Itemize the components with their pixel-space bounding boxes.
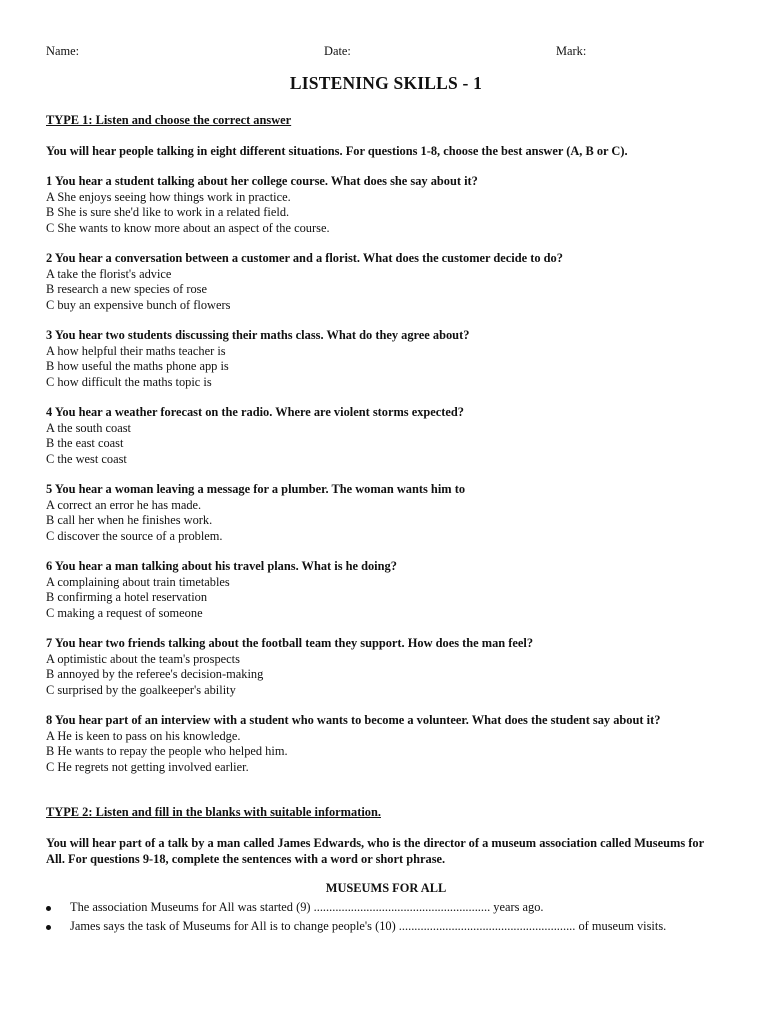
question-6 bbox=[46, 559, 726, 621]
option-a: A take the florist's advice bbox=[46, 266, 172, 281]
option-a: A correct an error he has made. bbox=[46, 497, 202, 512]
option-c: C how difficult the maths topic is bbox=[46, 374, 212, 389]
type1-instruction: You will hear people talking in eight different situations. For questions 1-8, choose the best answer (A, B or C). bbox=[46, 144, 628, 158]
option-c: C She wants to know more about an aspect of the course. bbox=[46, 220, 330, 235]
question-stem: 6 You hear a man talking about his travel plans. What is he doing? bbox=[46, 559, 397, 573]
option-a: A He is keen to pass on his knowledge. bbox=[46, 728, 241, 743]
option-c: C buy an expensive bunch of flowers bbox=[46, 297, 231, 312]
option-b: B She is sure she'd like to work in a related field. bbox=[46, 205, 290, 219]
section-subtitle: MUSEUMS FOR ALL bbox=[325, 881, 447, 895]
option-c: C He regrets not getting involved earlier. bbox=[46, 759, 249, 774]
option-a: A the south coast bbox=[46, 420, 132, 435]
option-c: C the west coast bbox=[46, 451, 127, 466]
bullet-icon bbox=[46, 906, 51, 911]
question-5 bbox=[46, 482, 726, 544]
option-a: A optimistic about the team's prospects bbox=[46, 651, 240, 666]
option-a: A how helpful their maths teacher is bbox=[46, 343, 226, 358]
option-c: C surprised by the goalkeeper's ability bbox=[46, 682, 236, 697]
list-item bbox=[46, 919, 726, 935]
question-stem: 5 You hear a woman leaving a message for a plumber. The woman wants him to bbox=[46, 482, 466, 496]
fill-in-list bbox=[46, 900, 726, 937]
option-a: A complaining about train timetables bbox=[46, 574, 230, 589]
question-4 bbox=[46, 405, 726, 467]
question-2 bbox=[46, 251, 726, 313]
type1-heading: TYPE 1: Listen and choose the correct answer bbox=[46, 113, 292, 127]
option-c: C making a request of someone bbox=[46, 605, 203, 620]
option-b: B research a new species of rose bbox=[46, 282, 208, 296]
option-b: B how useful the maths phone app is bbox=[46, 359, 229, 373]
question-stem: 2 You hear a conversation between a customer and a florist. What does the customer decide to do? bbox=[46, 251, 563, 265]
question-stem: 3 You hear two students discussing their maths class. What do they agree about? bbox=[46, 328, 470, 342]
question-1 bbox=[46, 174, 726, 236]
list-item-text: The association Museums for All was started (9) ......................................................... years ago. bbox=[70, 900, 544, 914]
question-7 bbox=[46, 636, 726, 698]
list-item-text: James says the task of Museums for All is to change people's (10) ......................................................... of museum visits. bbox=[70, 918, 667, 933]
option-b: B the east coast bbox=[46, 436, 124, 450]
option-b: B call her when he finishes work. bbox=[46, 513, 213, 527]
name-label: Name: bbox=[46, 44, 80, 58]
option-b: B He wants to repay the people who helped him. bbox=[46, 744, 288, 758]
question-stem: 7 You hear two friends talking about the football team they support. How does the man feel? bbox=[46, 636, 534, 650]
page-title: LISTENING SKILLS - 1 bbox=[289, 73, 483, 93]
list-item bbox=[46, 900, 726, 916]
option-b: B confirming a hotel reservation bbox=[46, 590, 208, 604]
date-label: Date: bbox=[324, 44, 351, 58]
question-8 bbox=[46, 713, 726, 775]
option-b: B annoyed by the referee's decision-making bbox=[46, 667, 264, 681]
question-stem: 8 You hear part of an interview with a student who wants to become a volunteer. What does the student say about it? bbox=[46, 713, 661, 727]
mark-label: Mark: bbox=[556, 44, 587, 58]
type2-instruction: You will hear part of a talk by a man called James Edwards, who is the director of a museum association called Museums for All. For questions 9-18, complete the sentences with a word or short phrase. bbox=[46, 836, 704, 866]
option-a: A She enjoys seeing how things work in practice. bbox=[46, 189, 291, 204]
question-stem: 1 You hear a student talking about her college course. What does she say about it? bbox=[46, 174, 478, 188]
question-3 bbox=[46, 328, 726, 390]
type2-heading: TYPE 2: Listen and fill in the blanks with suitable information. bbox=[46, 805, 381, 819]
bullet-icon bbox=[46, 925, 51, 930]
option-c: C discover the source of a problem. bbox=[46, 528, 223, 543]
question-stem: 4 You hear a weather forecast on the radio. Where are violent storms expected? bbox=[46, 405, 464, 419]
